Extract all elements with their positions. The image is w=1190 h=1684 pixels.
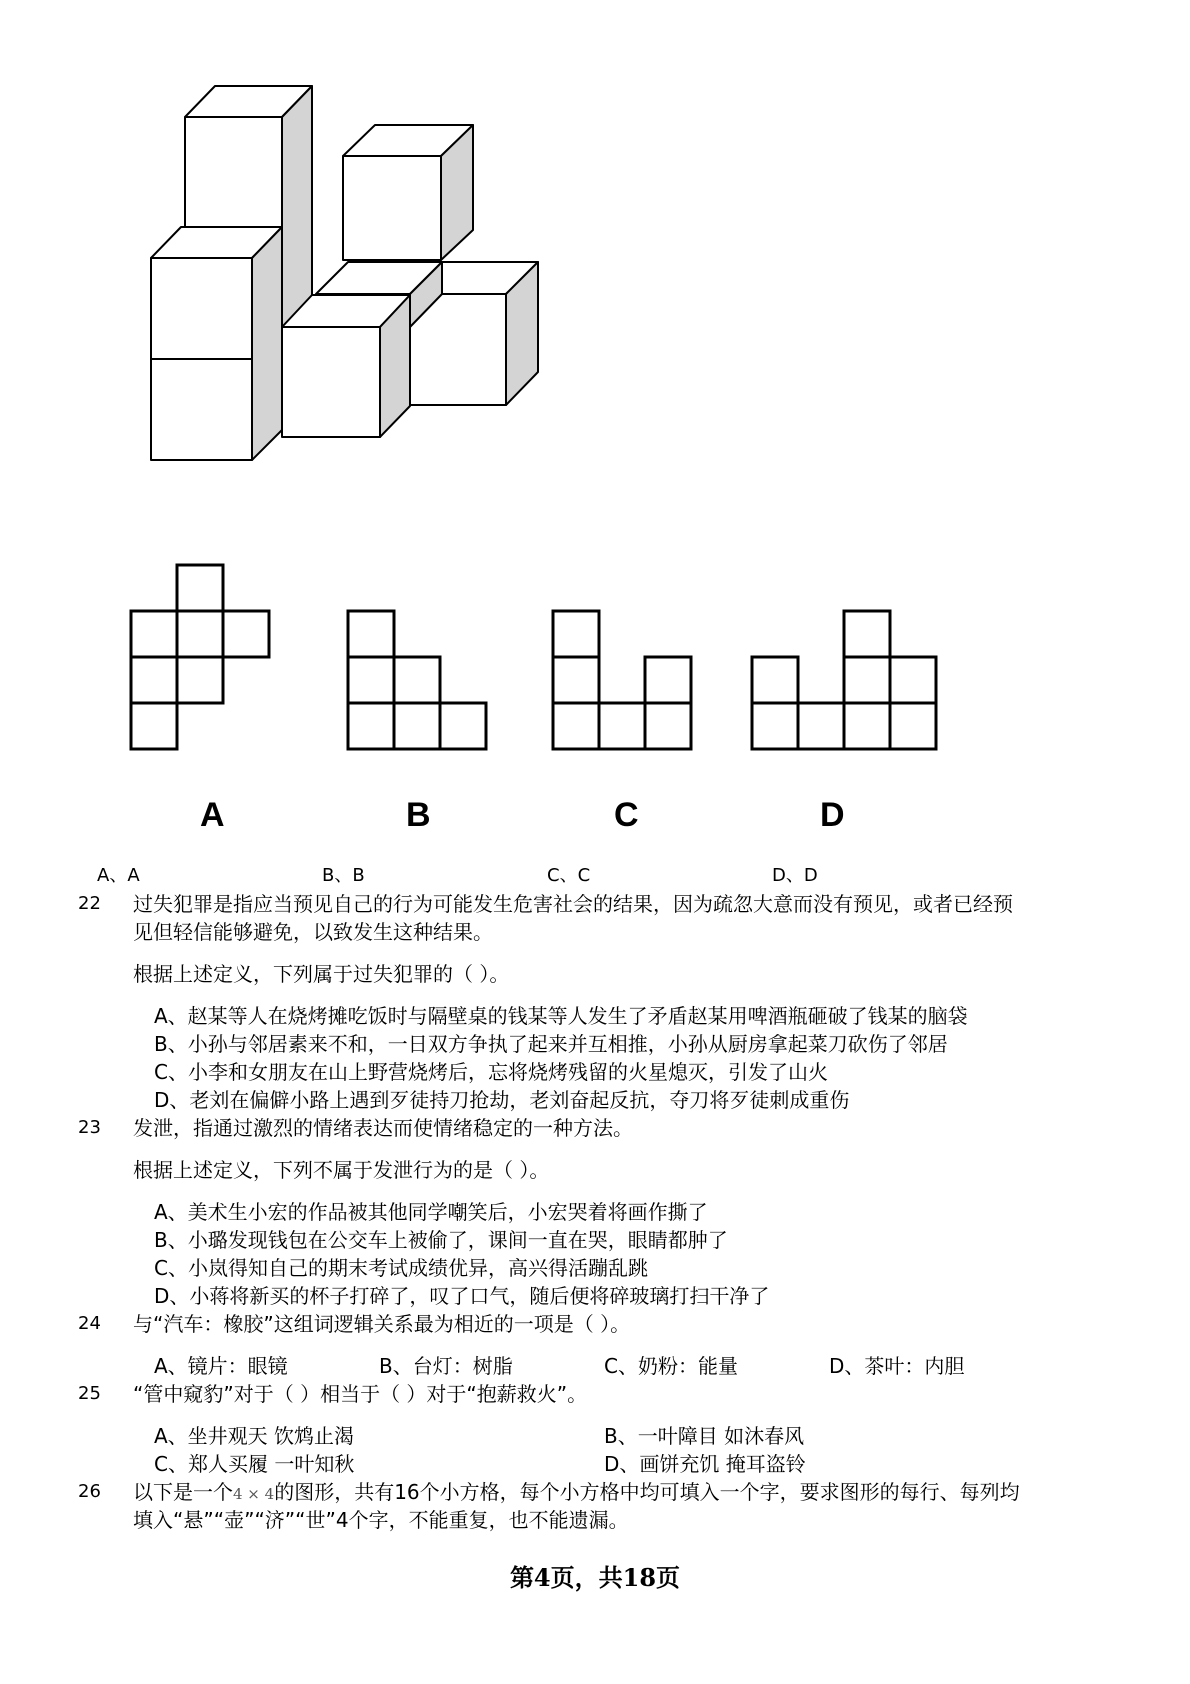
q26-stem-line1 xyxy=(133,1478,1020,1508)
projection-option-d xyxy=(752,611,936,749)
q26-stem-before: 以下是一个 xyxy=(133,1480,233,1504)
question-number: 23 xyxy=(78,1117,101,1138)
q24-option-b[interactable]: B、台灯：树脂 xyxy=(379,1354,513,1378)
q24-stem: 与“汽车：橡胶”这组词逻辑关系最为相近的一项是（ ）。 xyxy=(133,1312,631,1336)
page-footer: 第4页，共18页 xyxy=(509,1563,681,1592)
q21-option-b[interactable]: B、B xyxy=(322,865,365,886)
q24-option-c[interactable]: C、奶粉：能量 xyxy=(604,1354,738,1378)
question-number: 26 xyxy=(78,1481,101,1502)
q22-option-c[interactable]: C、小李和女朋友在山上野营烧烤后，忘将烧烤残留的火星熄灭，引发了山火 xyxy=(154,1060,828,1084)
question-number: 25 xyxy=(78,1383,101,1404)
projection-option-a xyxy=(131,565,269,749)
q21-option-d[interactable]: D、D xyxy=(772,865,818,886)
q24-option-a[interactable]: A、镜片：眼镜 xyxy=(154,1354,288,1378)
q25-option-b[interactable]: B、一叶障目 如沐春风 xyxy=(604,1424,805,1448)
cube xyxy=(343,125,473,260)
figure-label-c: C xyxy=(614,796,639,834)
q22-stem-line1: 过失犯罪是指应当预见自己的行为可能发生危害社会的结果，因为疏忽大意而没有预见，或者已经预 xyxy=(133,892,1013,916)
figure-label-d: D xyxy=(820,796,845,834)
q26-stem-after: 的图形，共有16个小方格，每个小方格中均可填入一个字，要求图形的每行、每列均 xyxy=(274,1480,1020,1504)
q25-option-d[interactable]: D、画饼充饥 掩耳盗铃 xyxy=(604,1452,806,1476)
question-number: 22 xyxy=(78,893,101,914)
q21-option-c[interactable]: C、C xyxy=(547,865,591,886)
q23-question: 根据上述定义，下列不属于发泄行为的是（ ）。 xyxy=(133,1158,550,1182)
q22-option-b[interactable]: B、小孙与邻居素来不和，一日双方争执了起来并互相推，小孙从厨房拿起菜刀砍伤了邻居 xyxy=(154,1032,948,1056)
q25-option-a[interactable]: A、坐井观天 饮鸩止渴 xyxy=(154,1424,355,1448)
q22-question: 根据上述定义，下列属于过失犯罪的（ ）。 xyxy=(133,962,510,986)
q26-stem-line2: 填入“悬”“壶”“济”“世”4个字，不能重复，也不能遗漏。 xyxy=(133,1508,629,1532)
question-number: 24 xyxy=(78,1313,101,1334)
q23-option-b[interactable]: B、小璐发现钱包在公交车上被偷了，课间一直在哭，眼睛都肿了 xyxy=(154,1228,728,1252)
cube xyxy=(151,227,282,460)
figure-label-b: B xyxy=(406,796,431,834)
q23-option-c[interactable]: C、小岚得知自己的期末考试成绩优异，高兴得活蹦乱跳 xyxy=(154,1256,648,1280)
projection-option-c xyxy=(553,611,691,749)
cube-stack-3d xyxy=(151,86,538,460)
q22-stem-line2: 见但轻信能够避免，以致发生这种结果。 xyxy=(133,920,493,944)
q23-option-a[interactable]: A、美术生小宏的作品被其他同学嘲笑后，小宏哭着将画作撕了 xyxy=(154,1200,708,1224)
q22-option-d[interactable]: D、老刘在偏僻小路上遇到歹徒持刀抢劫，老刘奋起反抗，夺刀将歹徒刺成重伤 xyxy=(154,1088,850,1112)
projection-option-b xyxy=(348,611,486,749)
grid-size-expression: 4 × 4 xyxy=(233,1485,275,1503)
q21-option-a[interactable]: A、A xyxy=(97,865,140,886)
q23-stem: 发泄，指通过激烈的情绪表达而使情绪稳定的一种方法。 xyxy=(133,1116,633,1140)
q24-option-d[interactable]: D、茶叶：内胆 xyxy=(829,1354,965,1378)
q23-option-d[interactable]: D、小蒋将新买的杯子打碎了，叹了口气，随后便将碎玻璃打扫干净了 xyxy=(154,1284,770,1308)
q22-option-a[interactable]: A、赵某等人在烧烤摊吃饭时与隔壁桌的钱某等人发生了矛盾赵某用啤酒瓶砸破了钱某的脑袋 xyxy=(154,1004,968,1028)
q25-option-c[interactable]: C、郑人买履 一叶知秋 xyxy=(154,1452,355,1476)
q25-stem: “管中窥豹”对于（ ）相当于（ ）对于“抱薪救火”。 xyxy=(133,1382,588,1406)
figure-label-a: A xyxy=(200,796,225,834)
cube xyxy=(282,295,410,437)
